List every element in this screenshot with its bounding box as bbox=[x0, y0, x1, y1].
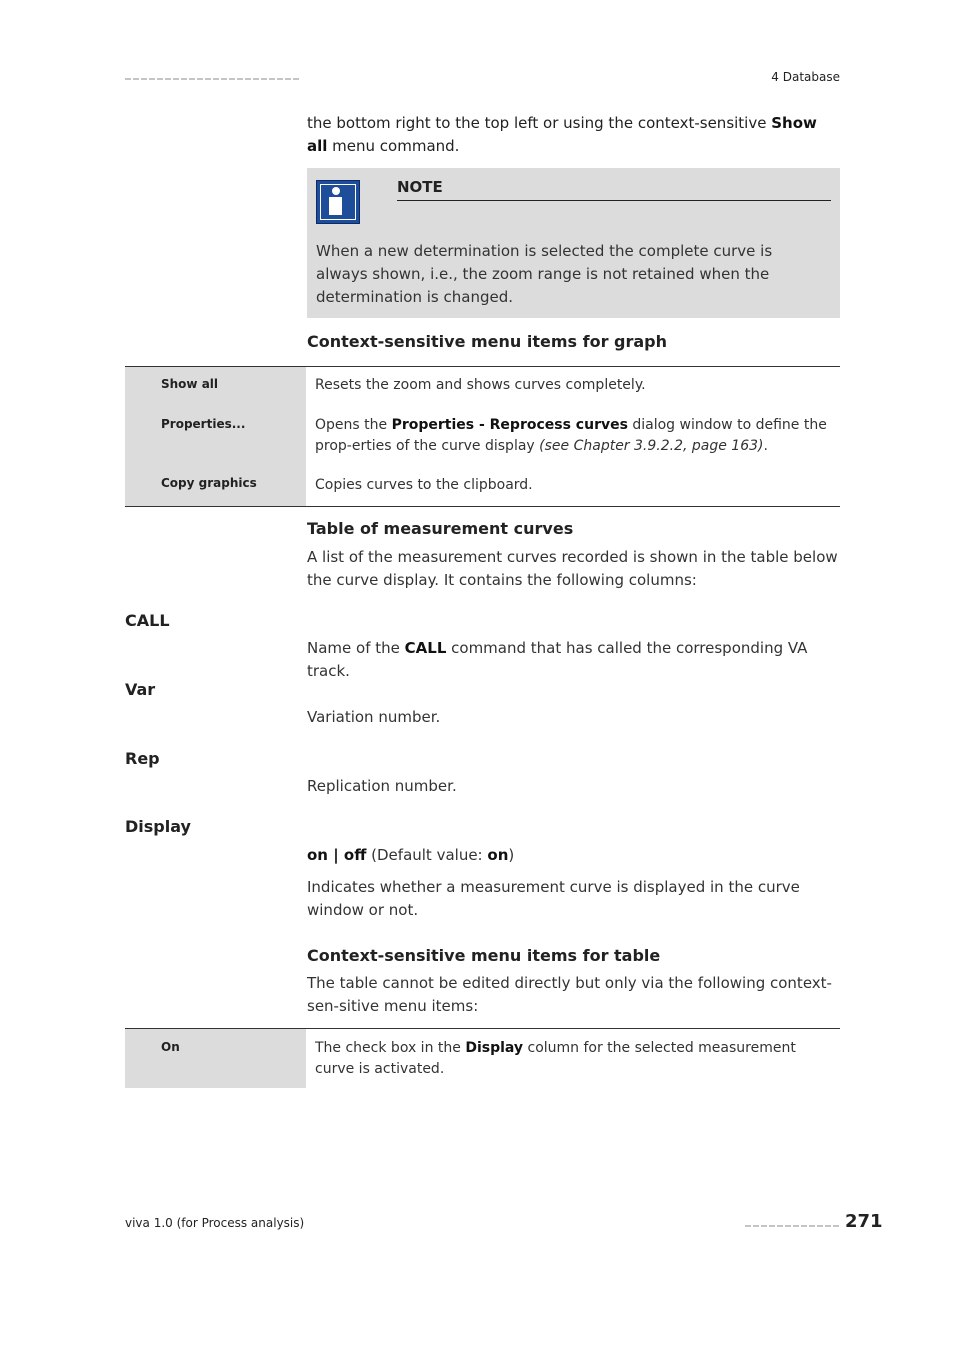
graph-menu-table bbox=[125, 366, 840, 507]
menu-item-show-all: Show all bbox=[161, 377, 219, 391]
table-menu-table-label-column bbox=[125, 1029, 306, 1088]
column-term-call: CALL bbox=[125, 611, 170, 630]
note-box bbox=[307, 168, 840, 318]
menu-item-copy-graphics: Copy graphics bbox=[161, 476, 257, 490]
column-term-var: Var bbox=[125, 680, 156, 699]
menu-item-copy-graphics-desc: Copies curves to the clipboard. bbox=[315, 477, 533, 493]
table-menu-table bbox=[125, 1028, 840, 1088]
note-divider bbox=[397, 200, 831, 201]
section-title-table-menu: Context-sensitive menu items for table bbox=[307, 946, 661, 965]
intro-paragraph: the bottom right to the top left or using the context-sensitive Show all menu command. bbox=[307, 114, 817, 155]
footer-decoration bbox=[745, 1217, 841, 1227]
note-text: When a new determination is selected the complete curve is always shown, i.e., the zoom range is not retained when the determination is changed. bbox=[316, 242, 773, 306]
column-desc-display: Indicates whether a measurement curve is displayed in the curve window or not. bbox=[307, 878, 800, 919]
menu-item-properties: Properties... bbox=[161, 417, 246, 431]
menu-item-on: On bbox=[161, 1040, 180, 1054]
menu-item-on-desc: The check box in the Display column for the selected measurement curve is activated. bbox=[315, 1040, 796, 1077]
footer-product: viva 1.0 (for Process analysis) bbox=[125, 1216, 305, 1230]
section-title-curves-table: Table of measurement curves bbox=[307, 519, 574, 538]
page-number: 271 bbox=[845, 1211, 883, 1232]
column-term-rep: Rep bbox=[125, 749, 160, 768]
section-title-graph-menu: Context-sensitive menu items for graph bbox=[307, 332, 668, 351]
column-desc-call: Name of the CALL command that has called the corresponding VA track. bbox=[307, 639, 808, 680]
column-desc-rep: Replication number. bbox=[307, 777, 457, 795]
note-title: NOTE bbox=[397, 178, 443, 196]
table-menu-intro: The table cannot be edited directly but only via the following context-sen-sitive menu items: bbox=[307, 974, 832, 1015]
menu-item-show-all-desc: Resets the zoom and shows curves completely. bbox=[315, 377, 646, 393]
column-desc-var: Variation number. bbox=[307, 708, 441, 726]
info-icon bbox=[316, 180, 360, 224]
curves-table-intro: A list of the measurement curves recorded is shown in the table below the curve display. It contains the following columns: bbox=[307, 548, 838, 589]
running-header-chapter: 4 Database bbox=[771, 70, 840, 84]
header-decoration bbox=[125, 70, 308, 80]
column-display-values: on | off (Default value: on) bbox=[307, 846, 515, 864]
column-term-display: Display bbox=[125, 817, 191, 836]
menu-item-properties-desc: Opens the Properties - Reprocess curves dialog window to define the prop-erties of the curve display (see Chapter 3.9.2.2, page 163). bbox=[315, 417, 827, 454]
